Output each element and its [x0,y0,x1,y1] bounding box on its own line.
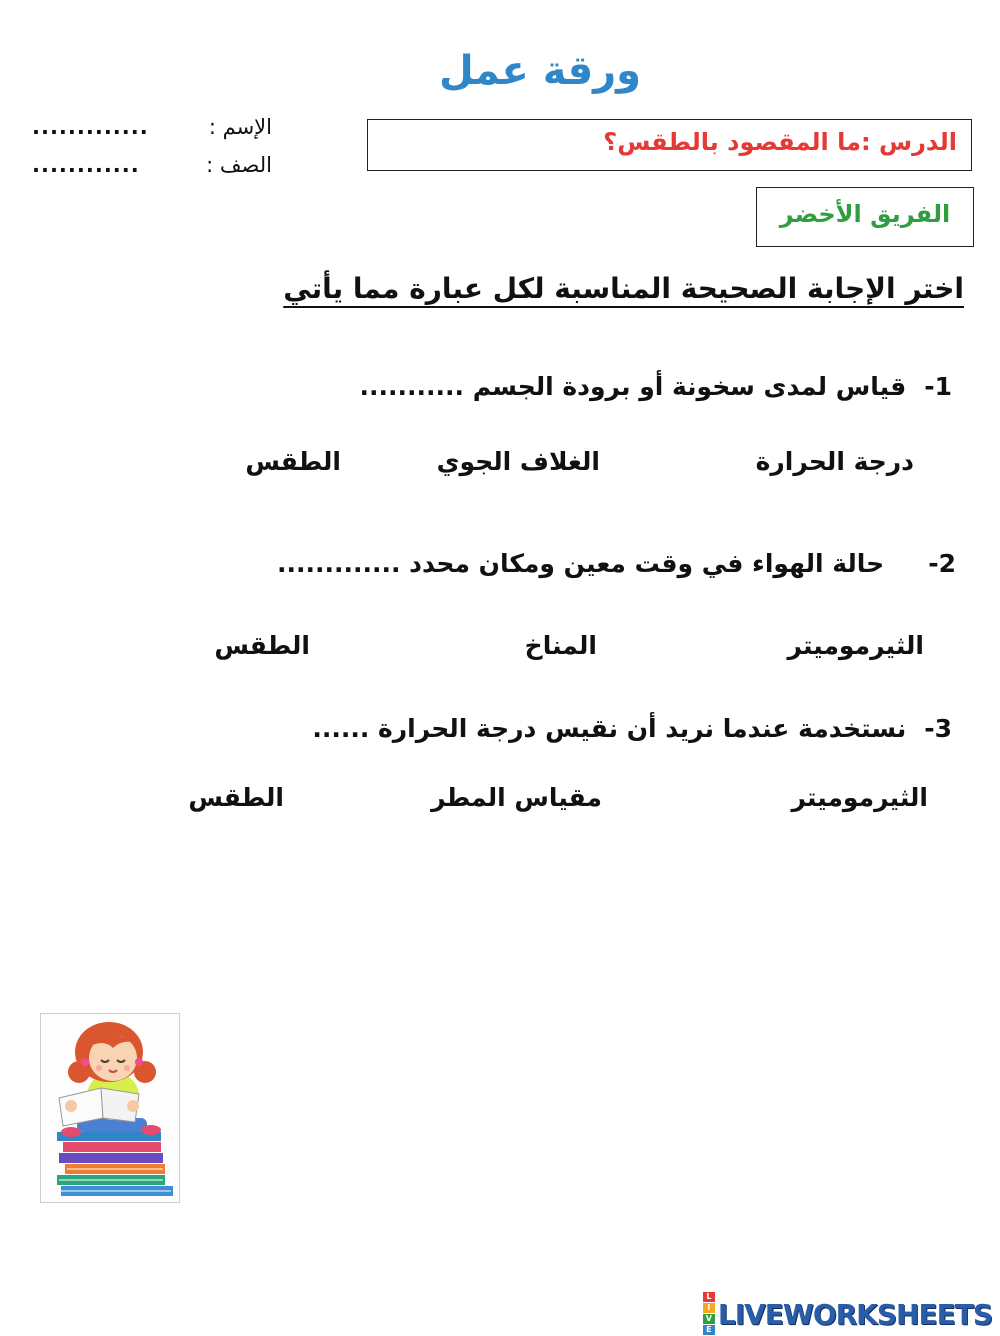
question-number: 3- [924,714,952,743]
logo-letter: V [703,1314,715,1324]
watermark-brand: LIVEWORKSHEETS [717,1297,992,1331]
student-info [32,108,272,184]
option-2-1[interactable]: الثيرموميتر [787,631,924,660]
logo-letter: E [703,1325,715,1335]
lesson-title-box: الدرس :ما المقصود بالطقس؟ [367,119,972,171]
girl-reading-on-books-icon [40,1013,180,1203]
option-3-3[interactable]: الطقس [188,783,284,812]
worksheet-title: ورقة عمل [438,48,642,94]
instruction-heading: اختر الإجابة الصحيحة المناسبة لكل عبارة مما يأتي [283,272,964,305]
option-1-3[interactable]: الطقس [245,447,341,476]
liveworksheets-logo-icon [703,1292,715,1336]
option-3-2[interactable]: مقياس المطر [431,783,602,812]
name-label: الإسم : [208,115,272,139]
option-3-1[interactable]: الثيرموميتر [791,783,928,812]
question-number: 1- [924,372,952,401]
team-box: الفريق الأخضر [756,187,974,247]
question-2 [277,549,956,578]
option-1-1[interactable]: درجة الحرارة [755,447,914,476]
class-row [32,146,272,184]
question-text: قياس لمدى سخونة أو برودة الجسم ........... [359,372,907,401]
option-2-2[interactable]: المناخ [524,631,597,660]
option-1-2[interactable]: الغلاف الجوي [436,447,600,476]
class-label: الصف : [206,153,272,177]
liveworksheets-watermark [703,1292,992,1336]
question-text: نستخدمة عندما نريد أن نقيس درجة الحرارة ...... [312,714,907,743]
logo-letter: L [703,1292,715,1302]
option-2-3[interactable]: الطقس [214,631,310,660]
question-3 [312,714,952,743]
logo-letter: I [703,1303,715,1313]
question-text: حالة الهواء في وقت معين ومكان محدد ............. [277,549,885,578]
question-number: 2- [928,549,956,578]
name-blank[interactable]: ............. [32,115,149,139]
question-1 [360,372,952,401]
class-blank[interactable]: ............ [32,153,140,177]
name-row [32,108,272,146]
